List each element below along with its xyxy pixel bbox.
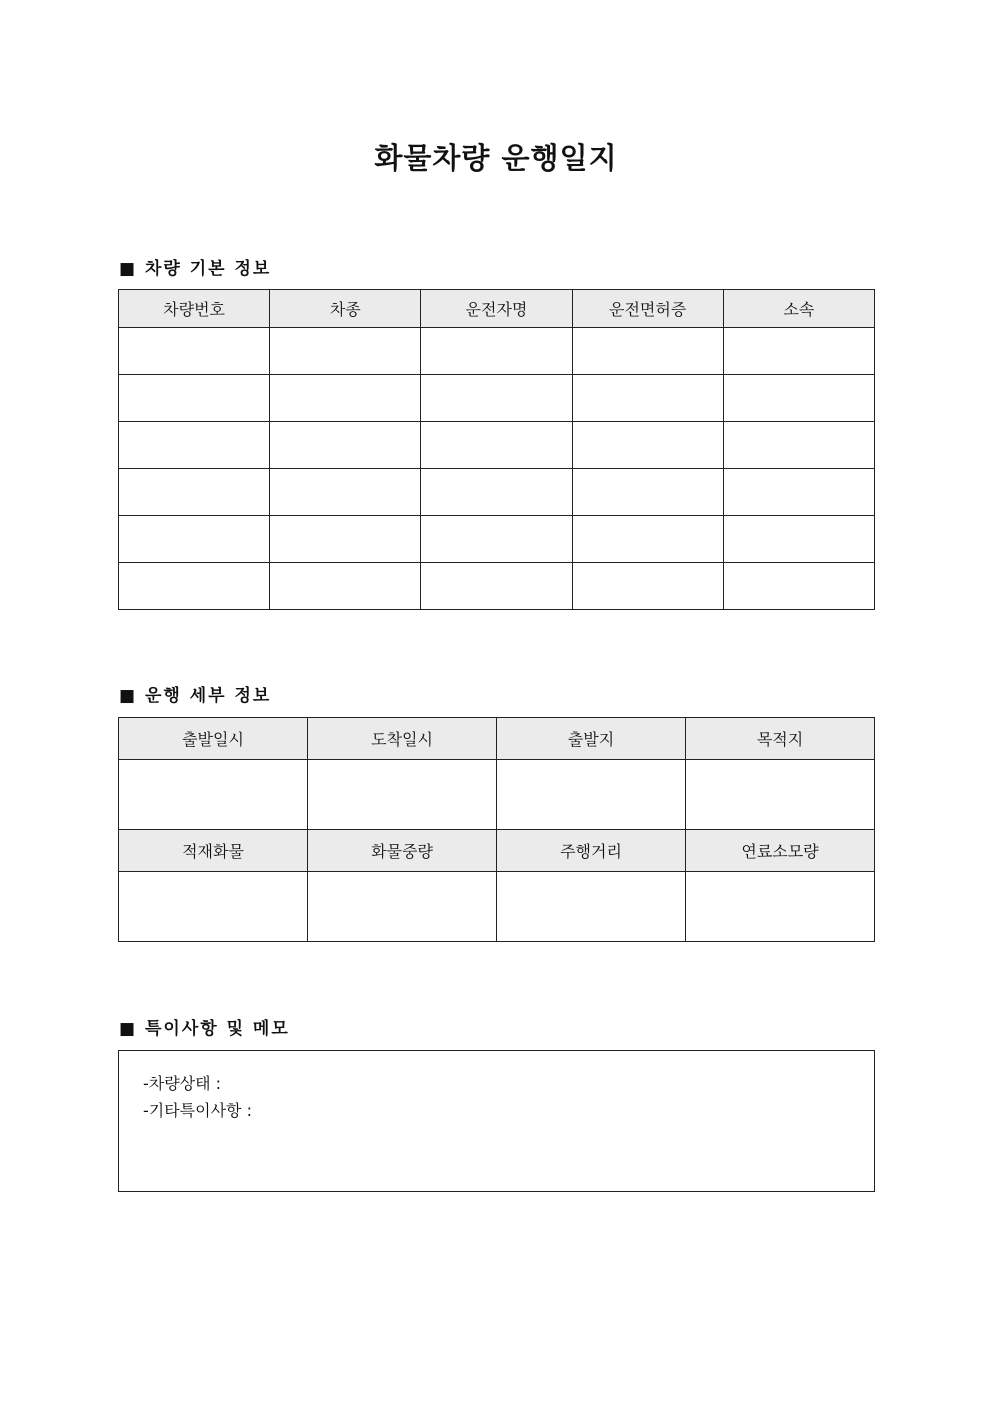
header-cell: 화물중량 — [308, 830, 497, 872]
table-row — [119, 516, 875, 563]
input-cell[interactable] — [119, 563, 270, 610]
header-cell: 차종 — [270, 290, 421, 328]
table-header-row — [119, 290, 875, 328]
input-cell[interactable] — [421, 516, 572, 563]
input-cell[interactable] — [270, 516, 421, 563]
input-cell[interactable] — [270, 375, 421, 422]
input-cell[interactable] — [421, 422, 572, 469]
header-cell: 연료소모량 — [686, 830, 875, 872]
input-cell[interactable] — [270, 422, 421, 469]
input-cell[interactable] — [572, 563, 723, 610]
header-cell: 운전면허증 — [572, 290, 723, 328]
table-row — [119, 563, 875, 610]
input-cell[interactable] — [270, 469, 421, 516]
input-cell[interactable] — [686, 872, 875, 942]
input-cell[interactable] — [723, 375, 874, 422]
header-cell: 주행거리 — [497, 830, 686, 872]
input-cell[interactable] — [723, 328, 874, 375]
header-cell: 목적지 — [686, 718, 875, 760]
input-cell[interactable] — [723, 469, 874, 516]
input-cell[interactable] — [497, 760, 686, 830]
input-cell[interactable] — [119, 375, 270, 422]
header-cell: 차량번호 — [119, 290, 270, 328]
section-heading-notes: ■ 특이사항 및 메모 — [119, 1019, 290, 1039]
section-heading-vehicle: ■ 차량 기본 정보 — [119, 259, 272, 279]
input-cell[interactable] — [119, 516, 270, 563]
memo-box[interactable] — [118, 1050, 875, 1192]
header-cell: 출발지 — [497, 718, 686, 760]
input-cell[interactable] — [572, 516, 723, 563]
input-cell[interactable] — [308, 872, 497, 942]
table-row — [119, 872, 875, 942]
input-cell[interactable] — [270, 563, 421, 610]
input-cell[interactable] — [686, 760, 875, 830]
input-cell[interactable] — [572, 422, 723, 469]
header-cell: 도착일시 — [308, 718, 497, 760]
input-cell[interactable] — [723, 563, 874, 610]
input-cell[interactable] — [572, 375, 723, 422]
input-cell[interactable] — [723, 422, 874, 469]
input-cell[interactable] — [421, 469, 572, 516]
input-cell[interactable] — [572, 328, 723, 375]
input-cell[interactable] — [308, 760, 497, 830]
section-heading-operation: ■ 운행 세부 정보 — [119, 686, 272, 706]
header-cell: 운전자명 — [421, 290, 572, 328]
input-cell[interactable] — [119, 872, 308, 942]
input-cell[interactable] — [421, 328, 572, 375]
table-header-row — [119, 830, 875, 872]
operation-detail-table — [118, 717, 875, 942]
input-cell[interactable] — [119, 422, 270, 469]
header-cell: 출발일시 — [119, 718, 308, 760]
header-cell: 적재화물 — [119, 830, 308, 872]
input-cell[interactable] — [119, 469, 270, 516]
vehicle-info-table — [118, 289, 875, 610]
table-row — [119, 469, 875, 516]
input-cell[interactable] — [270, 328, 421, 375]
input-cell[interactable] — [119, 328, 270, 375]
input-cell[interactable] — [497, 872, 686, 942]
table-row — [119, 375, 875, 422]
input-cell[interactable] — [119, 760, 308, 830]
table-row — [119, 760, 875, 830]
header-cell: 소속 — [723, 290, 874, 328]
input-cell[interactable] — [421, 375, 572, 422]
input-cell[interactable] — [572, 469, 723, 516]
table-header-row — [119, 718, 875, 760]
memo-vehicle-status: -차량상태 : — [143, 1074, 222, 1093]
table-row — [119, 328, 875, 375]
memo-other-notes: -기타특이사항 : — [143, 1101, 252, 1120]
table-row — [119, 422, 875, 469]
input-cell[interactable] — [723, 516, 874, 563]
page-title: 화물차량 운행일지 — [374, 141, 618, 175]
input-cell[interactable] — [421, 563, 572, 610]
